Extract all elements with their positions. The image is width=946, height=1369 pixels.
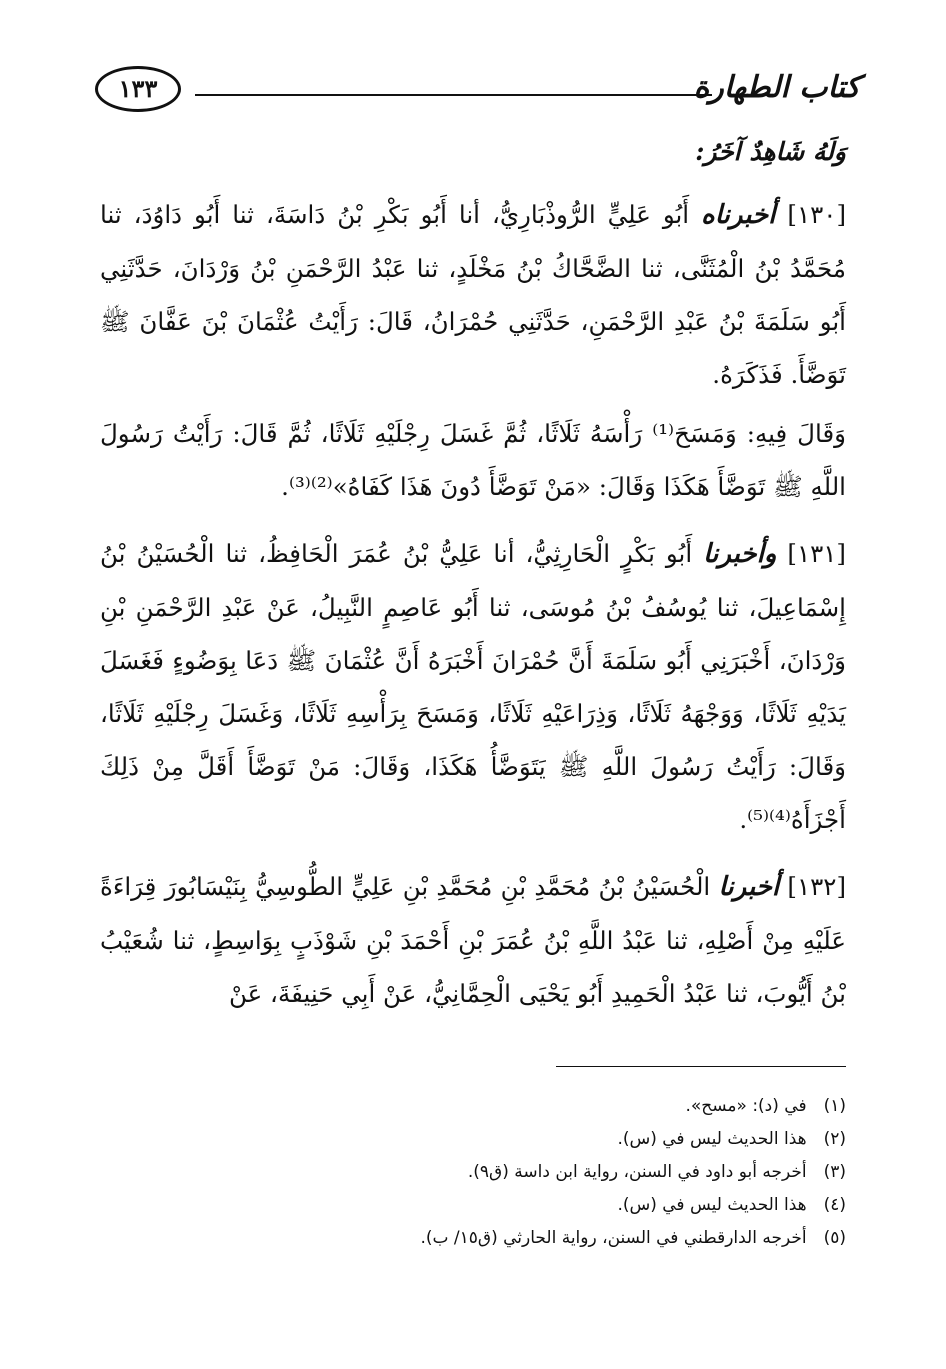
footnote-number: (١) <box>823 1096 846 1116</box>
section-subheading: وَلَهُ شَاهِدٌ آخَرُ: <box>695 137 846 166</box>
hadith-130 <box>100 188 846 401</box>
hadith-132 <box>100 860 846 1020</box>
footnotes <box>100 1090 846 1255</box>
footnote-number: (٢) <box>823 1129 846 1149</box>
hadith-number: [١٣١] <box>787 539 846 568</box>
footnote-text: أخرجه الدارقطني في السنن، رواية الحارثي (ق١٥/ ب). <box>420 1228 807 1248</box>
hadith-text: أَبُو عَلِيٍّ الرُّوذْبَارِيُّ، أنا أَبُو بَكْرِ بْنُ دَاسَةَ، ثنا أَبُو دَاوُدَ، ثنا مُحَمَّدُ بْنُ الْمُثَنَّى، ثنا الضَّحَّاكُ بْنُ مَخْلَدٍ، ثنا عَبْدُ الرَّحْمَنِ بْنُ وَرْدَانَ، حَدَّثَنِي أَبُو سَلَمَةَ بْنُ عَبْدِ الرَّحْمَنِ، حَدَّثَنِي حُمْرَانُ، قَالَ: رَأَيْتُ عُثْمَانَ بْنَ عَفَّانَ ﷺ تَوَضَّأَ. فَذَكَرَهُ. <box>100 200 846 389</box>
page-number: ١٣٣ <box>95 66 181 112</box>
hadith-130-continuation <box>100 407 846 513</box>
hadith-text: أَبُو بَكْرٍ الْحَارِثِيُّ، أنا عَلِيُّ بْنُ عُمَرَ الْحَافِظُ، ثنا الْحُسَيْنُ بْنُ إِسْمَاعِيلَ، ثنا يُوسُفُ بْنُ مُوسَى، ثنا أَبُو عَاصِمٍ النَّبِيلُ، عَنْ عَبْدِ الرَّحْمَنِ بْنِ وَرْدَانَ، أَخْبَرَنِي أَبُو سَلَمَةَ أَنَّ حُمْرَانَ أَخْبَرَهُ أَنَّ عُثْمَانَ ﷺ دَعَا بِوَضُوءٍ فَغَسَلَ يَدَيْهِ ثَلَاثًا، وَوَجْهَهُ ثَلَاثًا، وَذِرَاعَيْهِ ثَلَاثًا، وَمَسَحَ بِرَأْسِهِ ثَلَاثًا، وَغَسَلَ رِجْلَيْهِ ثَلَاثًا، وَقَالَ: رَأَيْتُ رَسُولَ اللَّهِ ﷺ يَتَوَضَّأُ هَكَذَا، وَقَالَ: مَنْ تَوَضَّأَ أَقَلَّ مِنْ ذَلِكَ أَجْزَأَهُ⁽⁴⁾⁽⁵⁾. <box>100 539 846 834</box>
hadith-number: [١٣٢] <box>787 872 846 901</box>
hadith-text: وَقَالَ فِيهِ: وَمَسَحَ⁽¹⁾ رَأْسَهُ ثَلَاثًا، ثُمَّ غَسَلَ رِجْلَيْهِ ثَلَاثًا، ثُمَّ قَالَ: رَأَيْتُ رَسُولَ اللَّهِ ﷺ تَوَضَّأَ هَكَذَا وَقَالَ: «مَنْ تَوَضَّأَ دُونَ هَذَا كَفَاهُ»⁽²⁾⁽³⁾. <box>100 419 846 501</box>
main-text <box>100 130 846 1026</box>
page-header <box>95 60 860 130</box>
hadith-text: الْحُسَيْنُ بْنُ مُحَمَّدِ بْنِ مُحَمَّدِ بْنِ عَلِيٍّ الطُّوسِيُّ بِنَيْسَابُورَ قِرَاءَةً عَلَيْهِ مِنْ أَصْلِهِ، ثنا عَبْدُ اللَّهِ بْنُ عُمَرَ بْنِ أَحْمَدَ بْنِ شَوْذَبٍ بِوَاسِطٍ، ثنا شُعَيْبُ بْنُ أَيُّوبَ، ثنا عَبْدُ الْحَمِيدِ أَبُو يَحْيَى الْحِمَّانِيُّ، عَنْ أَبِي حَنِيفَةَ، عَنْ <box>100 872 846 1008</box>
narration-keyword: أخبرنا <box>718 872 780 902</box>
hadith-number: [١٣٠] <box>787 200 846 229</box>
footnote-text: هذا الحديث ليس في (س). <box>617 1195 807 1215</box>
footnote-text: هذا الحديث ليس في (س). <box>617 1129 807 1149</box>
footnote-text: أخرجه أبو داود في السنن، رواية ابن داسة (ق٩). <box>467 1162 807 1182</box>
book-title: كتاب الطهارة <box>693 70 860 105</box>
header-rule <box>195 94 712 96</box>
footnote-item <box>100 1189 846 1222</box>
footnote-number: (٤) <box>823 1195 846 1215</box>
footnote-number: (٥) <box>823 1228 846 1248</box>
narration-keyword: أخبرناه <box>701 200 776 230</box>
footnote-item <box>100 1222 846 1255</box>
footnote-separator <box>556 1066 846 1067</box>
footnote-item <box>100 1156 846 1189</box>
footnote-item <box>100 1090 846 1123</box>
footnote-number: (٣) <box>823 1162 846 1182</box>
narration-keyword: وأخبرنا <box>703 539 777 569</box>
footnote-item <box>100 1123 846 1156</box>
footnote-text: في (د): «مسح». <box>685 1096 807 1116</box>
hadith-131 <box>100 527 846 846</box>
